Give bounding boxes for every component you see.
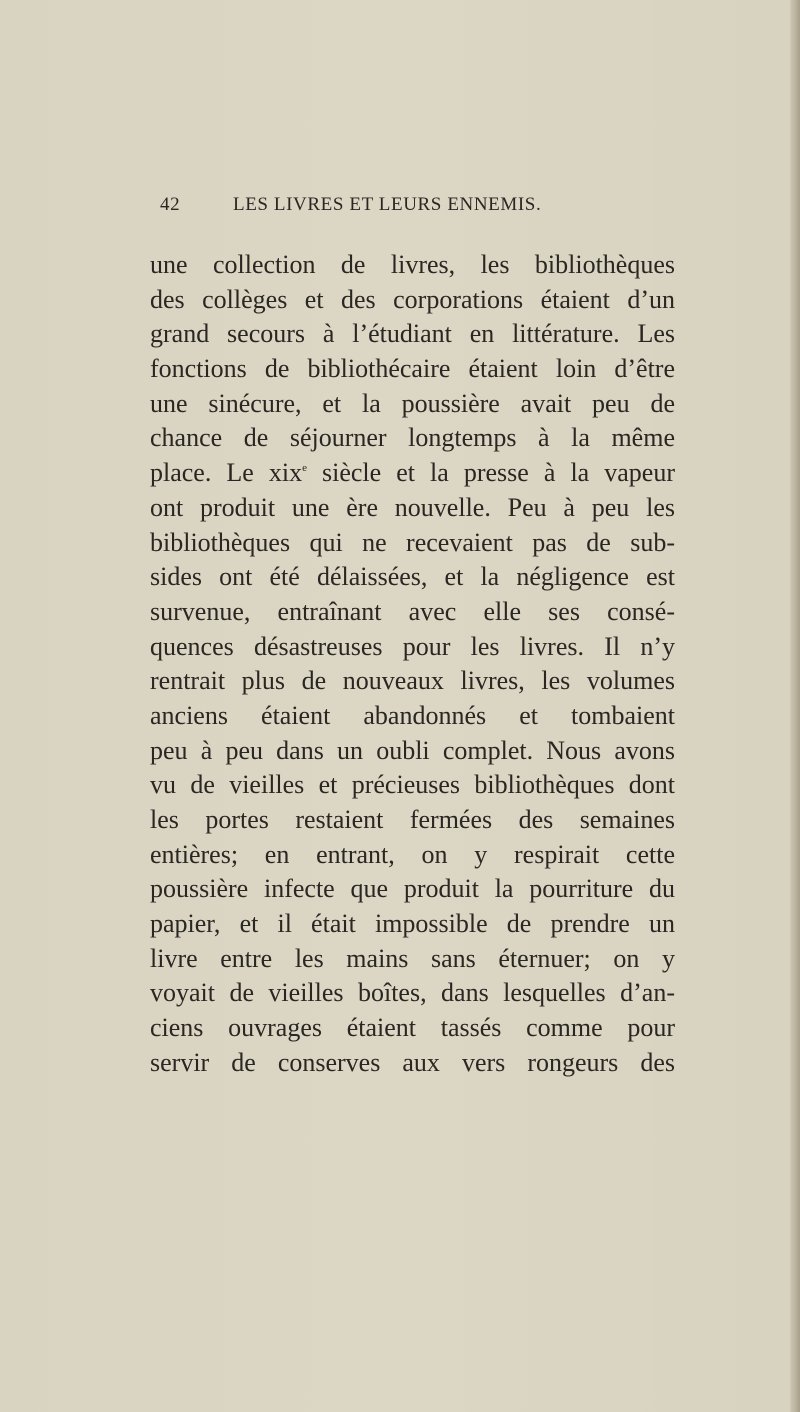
text-line: anciens étaient abandonnés et tombaient: [150, 700, 675, 730]
text-line-with-superscript: [150, 456, 675, 491]
running-title: LES LIVRES ET LEURS ENNEMIS.: [233, 194, 542, 215]
text-line: une collection de livres, les bibliothèques: [150, 250, 675, 279]
text-line: des collèges et des corporations étaient d’un: [150, 284, 675, 314]
text-line: rentrait plus de nouveaux livres, les volumes: [150, 666, 675, 696]
text-line: ciens ouvrages étaient tassés comme pour: [150, 1013, 675, 1043]
line-segment: place. Le xix: [150, 458, 303, 488]
text-line: peu à peu dans un oubli complet. Nous avons: [150, 735, 675, 765]
text-line: fonctions de bibliothécaire étaient loin d’être: [150, 354, 675, 384]
text-line: chance de séjourner longtemps à la même: [150, 423, 675, 453]
text-line: vu de vieilles et précieuses bibliothèques dont: [150, 770, 675, 800]
page-number: 42: [160, 194, 181, 215]
text-line: livre entre les mains sans éternuer; on y: [150, 943, 675, 973]
text-line: bibliothèques qui ne recevaient pas de sub-: [150, 527, 675, 557]
text-line: grand secours à l’étudiant en littérature. Les: [150, 319, 675, 349]
text-line: poussière infecte que produit la pourriture du: [150, 874, 675, 904]
text-line: voyait de vieilles boîtes, dans lesquelles d’an-: [150, 978, 675, 1008]
text-line: survenue, entraînant avec elle ses consé-: [150, 596, 675, 626]
text-line: servir de conserves aux vers rongeurs des: [150, 1047, 675, 1077]
text-line: ont produit une ère nouvelle. Peu à peu les: [150, 492, 675, 522]
line-segment: siècle et la presse à la vapeur: [306, 458, 675, 488]
page-edge: [790, 0, 800, 1412]
body-text: [150, 248, 675, 1081]
text-line: entières; en entrant, on y respirait cette: [150, 839, 675, 869]
text-line: quences désastreuses pour les livres. Il n’y: [150, 631, 675, 661]
page-header: [160, 194, 640, 224]
superscript-e: e: [302, 462, 307, 475]
text-line: sides ont été délaissées, et la négligence est: [150, 562, 675, 592]
text-line: les portes restaient fermées des semaines: [150, 805, 675, 834]
text-line: papier, et il était impossible de prendre un: [150, 909, 675, 939]
text-line: une sinécure, et la poussière avait peu de: [150, 388, 675, 418]
